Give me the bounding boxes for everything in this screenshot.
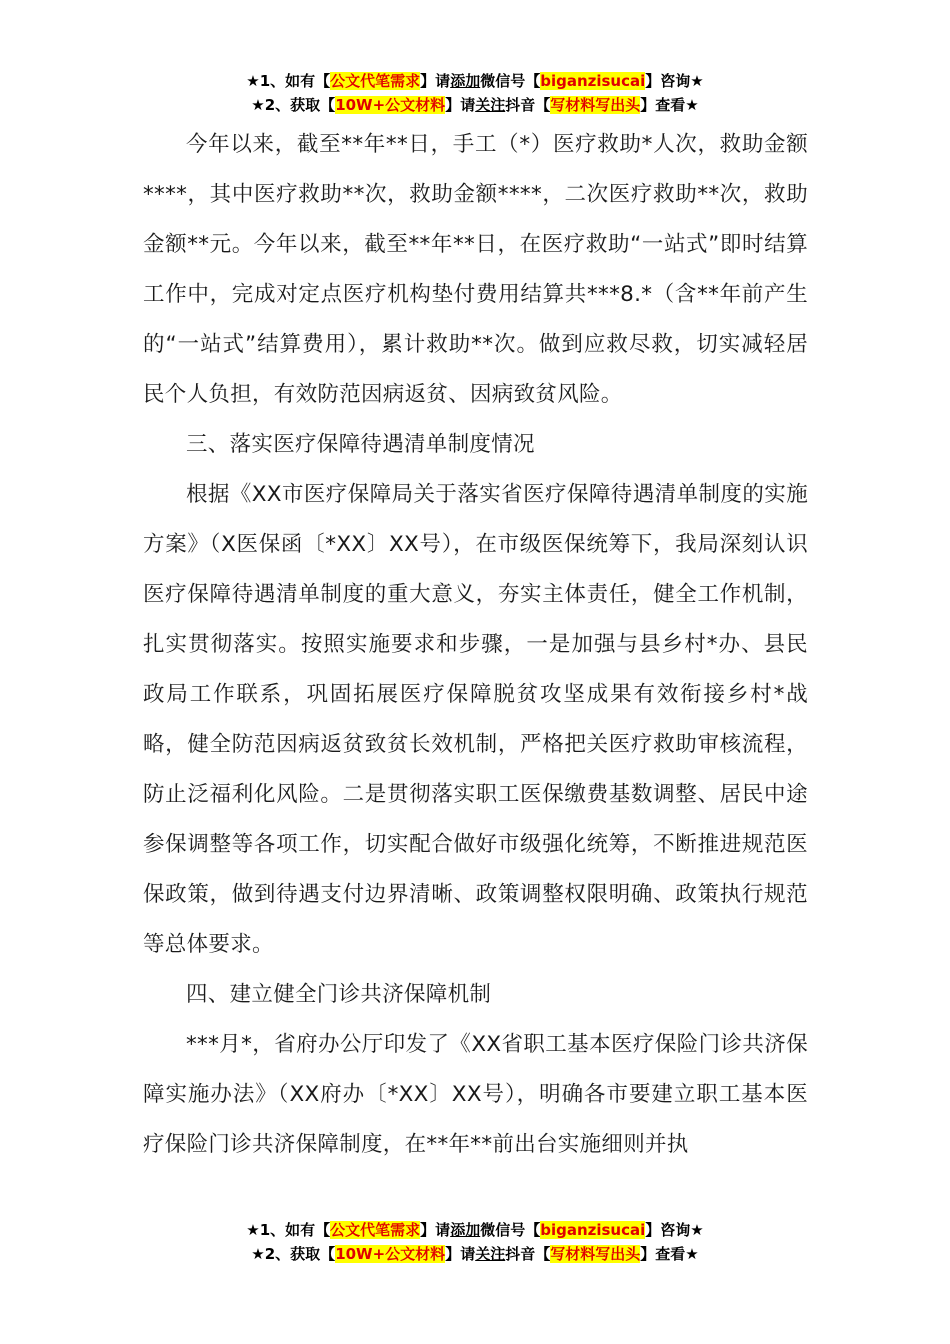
- promo-text: 】请: [445, 1245, 476, 1263]
- paragraph-outpatient-mutual-aid: ***月*，省府办公厅印发了《XX省职工基本医疗保险门诊共济保障实施办法》（XX府办〔*XX〕XX号），明确各市要建立职工基本医疗保险门诊共济保障制度，在**年**前出台实施细则并执: [143, 1032, 808, 1157]
- promo-underlined: 添加: [450, 1221, 481, 1239]
- promo-prefix: ★1、如有【: [246, 72, 331, 90]
- promo-text: 】请: [420, 72, 451, 90]
- promo-wechat-id: biganzisucai: [540, 1221, 646, 1239]
- promo-text: 抖音【: [505, 1245, 551, 1263]
- promo-line-2: [0, 1242, 950, 1266]
- promo-banner-top: [0, 69, 950, 117]
- promo-prefix: ★2、获取【: [251, 1245, 336, 1263]
- promo-text: 抖音【: [505, 96, 551, 114]
- promo-highlight: 10W+公文材料: [335, 96, 446, 114]
- promo-prefix: ★1、如有【: [246, 1221, 331, 1239]
- promo-douyin-id: 写材料写出头: [550, 96, 641, 114]
- promo-underlined: 关注: [475, 96, 506, 114]
- promo-suffix: 】查看★: [640, 1245, 699, 1263]
- promo-banner-bottom: [0, 1218, 950, 1266]
- promo-highlight: 公文代笔需求: [330, 1221, 421, 1239]
- paragraph-benefit-list: 根据《XX市医疗保障局关于落实省医疗保障待遇清单制度的实施方案》（X医保函〔*XX〕XX号），在市级医保统筹下，我局深刻认识医疗保障待遇清单制度的重大意义，夯实主体责任，健全工作机制，扎实贯彻落实。按照实施要求和步骤，一是加强与县乡村*办、县民政局工作联系，巩固拓展医疗保障脱贫攻坚成果有效衔接乡村*战略，健全防范因病返贫致贫长效机制，严格把关医疗救助审核流程，防止泛福利化风险。二是贯彻落实职工医保缴费基数调整、居民中途参保调整等各项工作，切实配合做好市级强化统筹，不断推进规范医保政策，做到待遇支付边界清晰、政策调整权限明确、政策执行规范等总体要求。: [143, 482, 808, 957]
- promo-wechat-id: biganzisucai: [540, 72, 646, 90]
- promo-text: 】请: [420, 1221, 451, 1239]
- promo-text: 】请: [445, 96, 476, 114]
- promo-line-2: [0, 93, 950, 117]
- section-heading-3: 三、落实医疗保障待遇清单制度情况: [186, 432, 535, 457]
- promo-highlight: 10W+公文材料: [335, 1245, 446, 1263]
- section-heading-4: 四、建立健全门诊共济保障机制: [186, 982, 492, 1007]
- promo-prefix: ★2、获取【: [251, 96, 336, 114]
- paragraph-medical-aid-stats: 今年以来，截至**年**日，手工（*）医疗救助*人次，救助金额****，其中医疗救助**次，救助金额****，二次医疗救助**次，救助金额**元。今年以来，截至**年**日，在医疗救助“一站式”即时结算工作中，完成对定点医疗机构垫付费用结算共***8.*（含**年前产生的“一站式”结算费用），累计救助**次。做到应救尽救，切实减轻居民个人负担，有效防范因病返贫、因病致贫风险。: [143, 132, 808, 407]
- promo-suffix: 】咨询★: [645, 1221, 704, 1239]
- promo-underlined: 关注: [475, 1245, 506, 1263]
- promo-text: 微信号【: [480, 72, 541, 90]
- promo-suffix: 】查看★: [640, 96, 699, 114]
- promo-underlined: 添加: [450, 72, 481, 90]
- document-body: [143, 120, 808, 1170]
- promo-suffix: 】咨询★: [645, 72, 704, 90]
- promo-douyin-id: 写材料写出头: [550, 1245, 641, 1263]
- promo-highlight: 公文代笔需求: [330, 72, 421, 90]
- promo-line-1: [0, 1218, 950, 1242]
- promo-text: 微信号【: [480, 1221, 541, 1239]
- promo-line-1: [0, 69, 950, 93]
